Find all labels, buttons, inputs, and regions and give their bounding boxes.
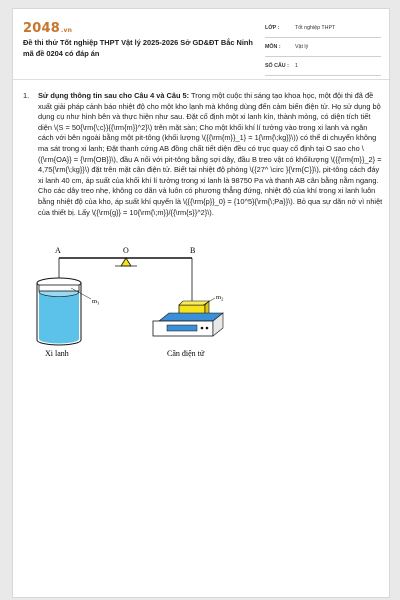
- meta-label-subject: MÔN :: [265, 44, 281, 50]
- meta-value-class: Tốt nghiệp THPT: [295, 25, 336, 31]
- question-text: [38, 91, 384, 218]
- question-body: Trong một cuộc thi sáng tạo khoa học, một đội thi đã đề xuất giải pháp cảnh báo nhiệt độ cho một kho lạnh mà không dùng đến cảm biến điện tử. Họ sử dụng bộ dụng cụ như hình bên và thực hiện như sau. Đặt cố định một xi lanh kín, thành mỏng, có diện tích tiết diện \(S = 50{\rm{\;c}}{{\rm{m}}^2}\) trên mặt sàn; Cho một khối khí lí tưởng vào trong xi lanh và ngăn cách với bên ngoài bằng một pit-tông (khối lượng \({{\rm{m}}_1} = 1{\rm{\;kg}}\)) có thể di chuyển không ma sát trong xi lanh; Đặt thanh cứng AB đồng chất tiết diện đều có trục quay cố định tại O sao cho \({\rm{OA}} = {\rm{OB}}\), đầu A nối với pit-tông bằng sợi dây, đầu B treo vật có khốilượng \({{\rm{m}}_2} = 4,75{\rm{\;kg}}\) đặt trên mặt cân điện tử. Biết tại nhiệt độ phòng \({27^ \circ }{\rm{C}}\), pit-tông cách đáy xi lanh 40 cm, áp suất của khối khí lí tưởng trong xi lanh là 98750 Pa và thanh AB cân bằng nằm ngang. Cho các dây treo nhẹ, không co dãn và luôn có phương thẳng đứng, nhiệt độ của khí trong xi lanh luôn bằng nhiệt độ của kho, áp suất khí quyển là \({{\rm{p}}_0} = {10^5}{\rm{\;Pa}}\). Bỏ qua sự dãn nở vì nhiệt của thiết bị. Lấy \({\rm{g}} = 10{\rm{\;m}}/{{\rm{s}}^2}\).: [38, 91, 383, 217]
- logo-main: 2048: [23, 21, 60, 36]
- meta-label-count: SỐ CÂU :: [265, 63, 289, 69]
- label-b: B: [190, 247, 196, 255]
- piston: [39, 285, 79, 291]
- scale-plate: [159, 313, 223, 321]
- site-logo[interactable]: [23, 21, 72, 36]
- label-o: O: [123, 247, 129, 255]
- question-number: 1.: [23, 91, 30, 100]
- logo-suffix: .vn: [60, 27, 73, 34]
- meta-row-subject: [265, 42, 381, 57]
- label-m1: $m_1$: [92, 298, 100, 306]
- meta-row-class: [265, 23, 381, 38]
- scale-display: [167, 325, 197, 331]
- gas-fill: [39, 292, 79, 344]
- label-a: A: [55, 247, 61, 255]
- caption-scale: Cân điện tử: [167, 349, 205, 358]
- pivot-triangle: [121, 258, 131, 266]
- caption-cylinder: Xi lanh: [45, 349, 69, 358]
- header-divider: [13, 79, 391, 80]
- apparatus-diagram: [31, 247, 251, 362]
- document-page: [12, 8, 390, 598]
- apparatus-figure: [31, 247, 251, 362]
- document-title: Đề thi thử Tốt nghiệp THPT Vật lý 2025-2026 Sở GD&ĐT Bắc Ninh mã đề 0204 có đáp án: [23, 38, 253, 58]
- meta-row-count: [265, 61, 381, 76]
- electronic-scale: [153, 313, 223, 336]
- scale-button: [201, 327, 204, 330]
- meta-value-subject: Vật lý: [295, 44, 309, 50]
- meta-panel: [265, 23, 381, 80]
- meta-value-count: 1: [295, 63, 298, 69]
- meta-label-class: LỚP :: [265, 25, 280, 31]
- scale-button-2: [206, 327, 209, 330]
- question-lead: Sử dụng thông tin sau cho Câu 4 và Câu 5:: [38, 91, 190, 100]
- label-m2: $m_2$: [216, 294, 224, 302]
- cylinder: [37, 278, 99, 345]
